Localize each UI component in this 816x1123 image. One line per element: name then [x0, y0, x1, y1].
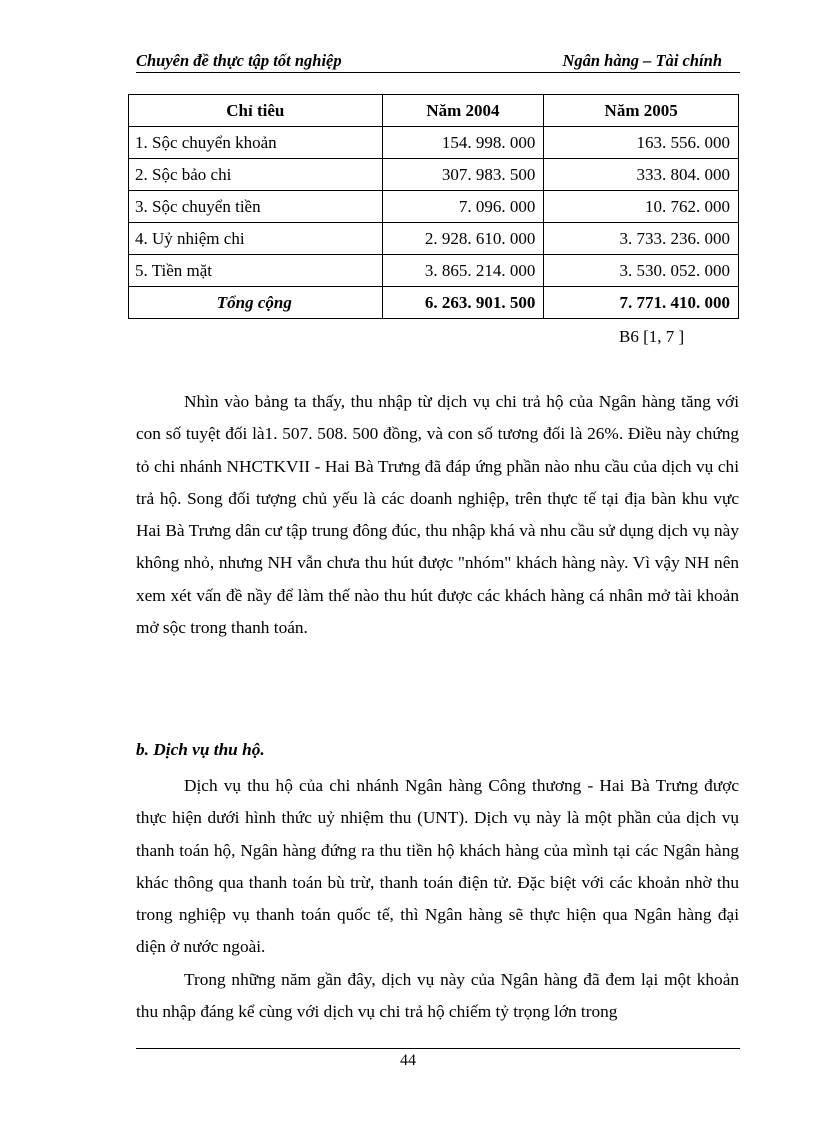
table-source-note: B6 [1, 7 ]: [619, 327, 685, 346]
column-header-indicator: Chỉ tiêu: [129, 95, 383, 127]
page-number: 44: [400, 1052, 416, 1069]
paragraph: Trong những năm gần đây, dịch vụ này của Ngân hàng đã đem lại một khoản thu nhập đáng kể cùng với dịch vụ chi trả hộ chiếm tỷ trọng lớn trong: [136, 969, 739, 1022]
footer-divider: [136, 1048, 740, 1049]
table-header-row: [129, 95, 739, 127]
body-text-2: [136, 770, 739, 1028]
total-label: Tổng cộng: [129, 287, 383, 319]
row-label: 3. Sộc chuyển tiền: [129, 191, 383, 223]
value-2004: 2. 928. 610. 000: [382, 223, 544, 255]
page-header: [136, 50, 740, 73]
table-total-row: [129, 287, 739, 319]
row-label: 1. Sộc chuyển khoản: [129, 127, 383, 159]
value-2004: 154. 998. 000: [382, 127, 544, 159]
row-label: 5. Tiền mặt: [129, 255, 383, 287]
value-2005: 333. 804. 000: [544, 159, 739, 191]
value-2005: 3. 530. 052. 000: [544, 255, 739, 287]
table-row: [129, 159, 739, 191]
value-2005: 163. 556. 000: [544, 127, 739, 159]
income-table: [128, 94, 739, 319]
value-2005: 3. 733. 236. 000: [544, 223, 739, 255]
header-subject: Ngân hàng – Tài chính: [562, 51, 722, 70]
value-2004: 307. 983. 500: [382, 159, 544, 191]
row-label: 2. Sộc bảo chi: [129, 159, 383, 191]
body-text-1: [136, 386, 739, 644]
section-heading-b: b. Dịch vụ thu hộ.: [136, 740, 265, 759]
value-2005: 10. 762. 000: [544, 191, 739, 223]
total-2004: 6. 263. 901. 500: [382, 287, 544, 319]
total-2005: 7. 771. 410. 000: [544, 287, 739, 319]
column-header-2004: Năm 2004: [382, 95, 544, 127]
row-label: 4. Uỷ nhiệm chi: [129, 223, 383, 255]
value-2004: 3. 865. 214. 000: [382, 255, 544, 287]
table-row: [129, 223, 739, 255]
table-row: [129, 191, 739, 223]
value-2004: 7. 096. 000: [382, 191, 544, 223]
header-document-title: Chuyên đề thực tập tốt nghiệp: [136, 51, 342, 70]
table-row: [129, 255, 739, 287]
paragraph: Nhìn vào bảng ta thấy, thu nhập từ dịch vụ chi trả hộ của Ngân hàng tăng với con số tuyệt đối là1. 507. 508. 500 đồng, và con số tương đối là 26%. Điều này chứng tỏ chi nhánh NHCTKVII - Hai Bà Trưng đã đáp ứng phần nào nhu cầu của dịch vụ chi trả hộ. Song đối tượng chủ yếu là các doanh nghiệp, trên thực tế tại địa bàn khu vực Hai Bà Trưng dân cư tập trung đông đúc, thu nhập khá và nhu cầu sử dụng dịch vụ này không nhỏ, nhưng NH vẫn chưa thu hút được "nhóm" khách hàng này. Vì vậy NH nên xem xét vấn đề nầy để làm thế nào thu hút được các khách hàng cá nhân mở tài khoản mở sộc trong thanh toán.: [136, 392, 739, 638]
table-row: [129, 127, 739, 159]
column-header-2005: Năm 2005: [544, 95, 739, 127]
paragraph: Dịch vụ thu hộ của chi nhánh Ngân hàng Công thương - Hai Bà Trưng được thực hiện dưới hình thức uỷ nhiệm thu (UNT). Dịch vụ này là một phần của dịch vụ thanh toán hộ, Ngân hàng đứng ra thu tiền hộ khách hàng của mình tại các Ngân hàng khác thông qua thanh toán bù trừ, thanh toán điện tử. Đặc biệt với các khoản nhờ thu trong nghiệp vụ thanh toán quốc tế, thì Ngân hàng sẽ thực hiện qua Ngân hàng đại diện ở nước ngoài.: [136, 776, 739, 957]
